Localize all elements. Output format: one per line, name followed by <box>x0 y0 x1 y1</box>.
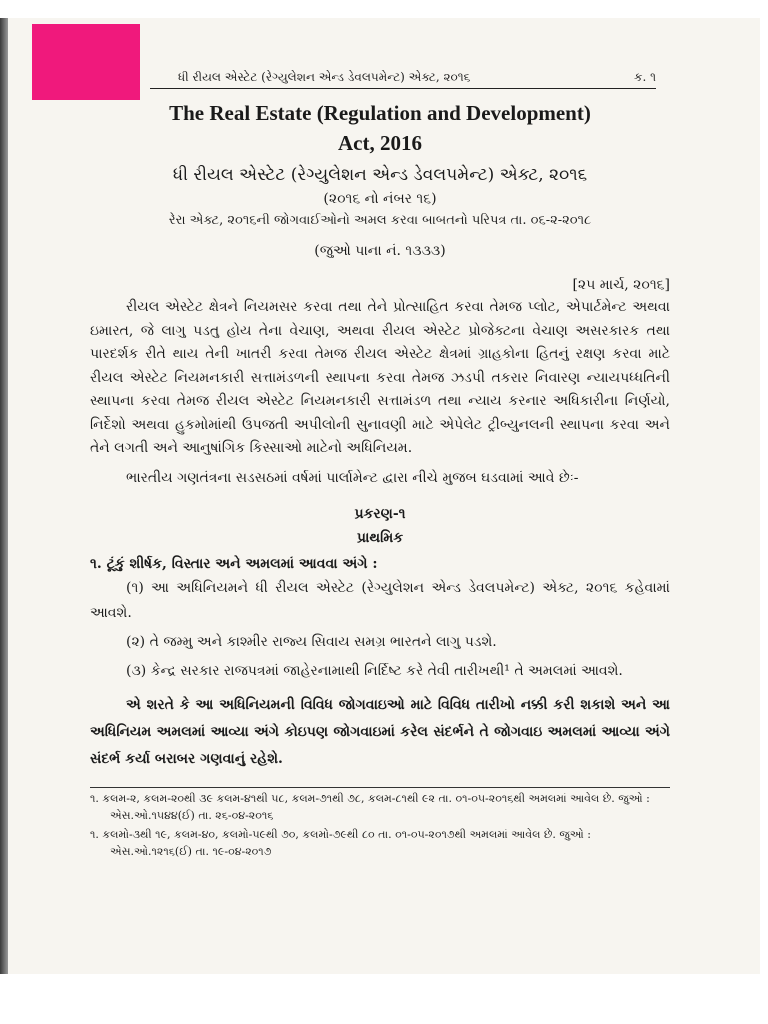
footnote-divider <box>90 787 670 788</box>
section-1-clause-1: (૧) આ અધિનિયમને ધી રીયલ એસ્ટેટ (રેગ્યુલેશન એન્ડ ડેવલપમેન્ટ) એક્ટ, ૨૦૧૬ કહેવામાં આવશે. <box>90 580 670 621</box>
section-1-clause-3: (૩) કેન્દ્ર સરકાર રાજપત્રમાં જાહેરનામાથી નિર્દિષ્ટ કરે તેવી તારીખથી¹ તે અમલમાં આવશે. <box>126 663 623 679</box>
circular-note: રેરા એક્ટ, ૨૦૧૬ની જોગવાઈઓનો અમલ કરવા બાબતનો પરિપત્ર તા. ૦૬-૨-૨૦૧૮ <box>168 213 592 228</box>
act-date: [૨૫ માર્ચ, ૨૦૧૬] <box>572 277 670 293</box>
preamble-paragraph: રીયલ એસ્ટેટ ક્ષેત્રને નિયમસર કરવા તથા તેને પ્રોત્સાહિત કરવા તેમજ પ્લોટ, એપાર્ટમેન્ટ અથવા ઇમારત, જે લાગુ પડતુ હોય તેના વેચાણ, અથવા રીયલ એસ્ટેટ પ્રોજેક્ટના વેચાણ અસરકારક તથા પારદર્શક રીતે થાય તેની ખાતરી કરવા તેમજ રીયલ એસ્ટેટ ક્ષેત્રમાં ગ્રાહકોના હિતનું રક્ષણ કરવા માટે રીયલ એસ્ટેટ નિયમનકારી સત્તામંડળની સ્થાપના કરવા તેમજ ઝડપી તકરાર નિવારણ ન્યાયપધ્ધતિની સ્થાપના કરવા તેમજ રીયલ એસ્ટેટ નિયમનકારી સત્તામંડળ તથા ન્યાય કરનાર અધિકારીના નિર્ણયો, નિર્દેશો અથવા હુકમોમાંથી ઉપજતી અપીલોની સુનાવણી માટે એપેલેટ ટ્રીબ્યુનલની સ્થાપના કરવા અને તેને લગતી અને આનુષાંગિક કિસ્સાઓ માટેનો અધિનિયમ. <box>90 299 670 456</box>
pink-index-tab <box>32 24 140 100</box>
running-header-page: ક. ૧ <box>634 70 656 84</box>
page-left-edge <box>0 18 8 974</box>
page-content <box>90 96 670 860</box>
enactment-formula: ભારતીય ગણતંત્રના સડસઠમાં વર્ષમાં પાર્લામેન્ટ દ્વારા નીચે મુજબ ઘડવામાં આવે છેઃ- <box>126 469 579 486</box>
see-page-reference: (જુઓ પાના નં. ૧૩૩૩) <box>314 243 446 259</box>
chapter-number: પ્રકરણ-૧ <box>354 506 406 522</box>
section-1-proviso: એ શરતે કે આ અધિનિયમની વિવિધ જોગવાઇઓ માટે વિવિધ તારીખો નક્કી કરી શકાશે અને આ અધિનિયમ અમલમાં આવ્યા અંગે કોઇપણ જોગવાઇમાં કરેલ સંદર્ભને તે જોગવાઇ અમલમાં આવ્યા અંગે સંદર્ભ કર્યા બરાબર ગણવાનું રહેશે. <box>90 697 670 767</box>
section-1-heading: ૧. ટૂંકું શીર્ષક, વિસ્તાર અને અમલમાં આવવા અંગે : <box>90 556 378 572</box>
chapter-title: પ્રાથમિક <box>356 530 404 546</box>
footnote-2: ૧. કલમો-૩થી ૧૯, કલમ-૪૦, કલમો-૫૯થી ૭૦, કલમો-૭૯થી ૮૦ તા. ૦૧-૦૫-૨૦૧૭થી અમલમાં આવેલ છે. જુઓ : એસ.ઓ.૧૨૧૬(ઈ) તા. ૧૯-૦૪-૨૦૧૭ <box>90 828 591 858</box>
english-title-line-2: Act, 2016 <box>338 131 422 155</box>
gujarati-title: ધી રીયલ એસ્ટેટ (રેગ્યુલેશન એન્ડ ડેવલપમેન્ટ) એક્ટ, ૨૦૧૬ <box>172 165 588 185</box>
running-header <box>150 68 656 89</box>
footnote-1: ૧. કલમ-૨, કલમ-૨૦થી ૩૯ કલમ-૪૧થી ૫૮, કલમ-૭૧થી ૭૮, કલમ-૮૧થી ૯૨ તા. ૦૧-૦૫-૨૦૧૬થી અમલમાં આવેલ છે. જુઓ : એસ.ઓ.૧૫૪૪(ઈ) તા. ૨૬-૦૪-૨૦૧૬ <box>90 792 650 822</box>
english-title-line-1: The Real Estate (Regulation and Development) <box>169 101 591 125</box>
act-number: (૨૦૧૬ નો નંબર ૧૬) <box>323 191 437 207</box>
section-1-clause-2: (૨) તે જમ્મુ અને કાશ્મીર રાજ્ય સિવાય સમગ્ર ભારતને લાગુ પડશે. <box>126 634 497 650</box>
running-header-title: ધી રીયલ એસ્ટેટ (રેગ્યુલેશન એન્ડ ડેવલપમેન્ટ) એક્ટ, ૨૦૧૬ <box>178 70 471 84</box>
